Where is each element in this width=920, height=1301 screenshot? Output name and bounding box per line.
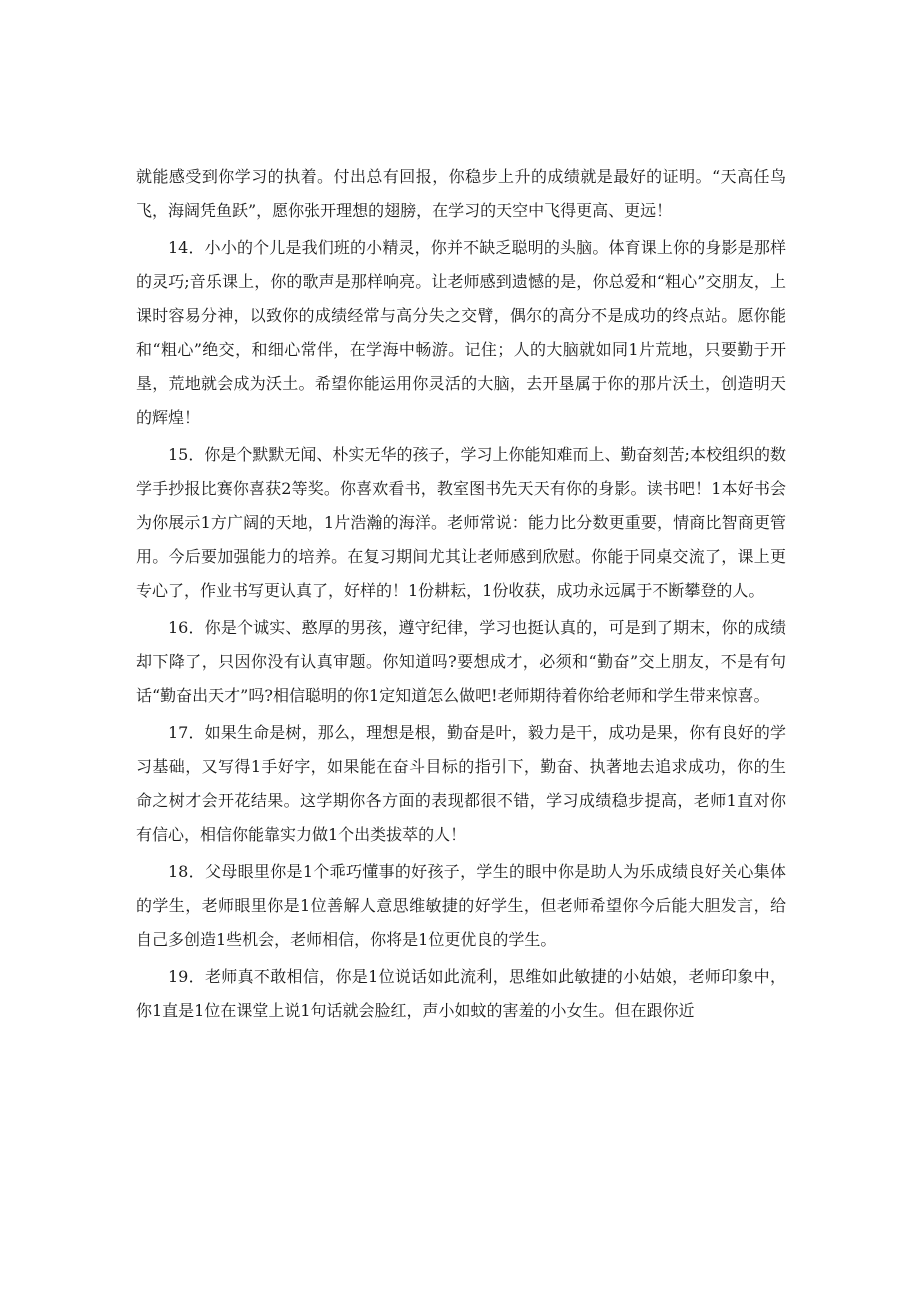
paragraph-comment-16: 16．你是个诚实、憨厚的男孩，遵守纪律，学习也挺认真的，可是到了期末，你的成绩却下降了，只因你没有认真审题。你知道吗?要想成才，必须和“勤奋”交上朋友，不是有句话“勤奋出天才”吗?相信聪明的你1定知道怎么做吧!老师期待着你给老师和学生带来惊喜。 [136,618,786,705]
paragraph-comment-15: 15．你是个默默无闻、朴实无华的孩子，学习上你能知难而上、勤奋刻苦;本校组织的数学手抄报比赛你喜获2等奖。你喜欢看书，教室图书先天天有你的身影。读书吧！1本好书会为你展示1方广阔的天地，1片浩瀚的海洋。老师常说：能力比分数更重要，情商比智商更管用。今后要加强能力的培养。在复习期间尤其让老师感到欣慰。你能于同桌交流了，课上更专心了，作业书写更认真了，好样的！1份耕耘，1份收获，成功永远属于不断攀登的人。 [136,445,786,600]
paragraph-comment-14: 14．小小的个儿是我们班的小精灵，你并不缺乏聪明的头脑。体育课上你的身影是那样的灵巧;音乐课上，你的歌声是那样响亮。让老师感到遗憾的是，你总爱和“粗心”交朋友，上课时容易分神，以致你的成绩经常与高分失之交臂，偶尔的高分不是成功的终点站。愿你能和“粗心”绝交，和细心常伴，在学海中畅游。记住；人的大脑就如同1片荒地，只要勤于开垦，荒地就会成为沃土。希望你能运用你灵活的大脑，去开垦属于你的那片沃土，创造明天的辉煌！ [136,238,786,427]
document-body [136,160,786,1031]
paragraph-continuation: 就能感受到你学习的执着。付出总有回报，你稳步上升的成绩就是最好的证明。“天高任鸟飞，海阔凭鱼跃”，愿你张开理想的翅膀，在学习的天空中飞得更高、更远！ [136,167,786,220]
paragraph-comment-18: 18．父母眼里你是1个乖巧懂事的好孩子，学生的眼中你是助人为乐成绩良好关心集体的学生，老师眼里你是1位善解人意思维敏捷的好学生，但老师希望你今后能大胆发言，给自己多创造1些机会，老师相信，你将是1位更优良的学生。 [136,862,786,949]
paragraph-comment-19: 19．老师真不敢相信，你是1位说话如此流利，思维如此敏捷的小姑娘，老师印象中，你1直是1位在课堂上说1句话就会脸红，声小如蚊的害羞的小女生。但在跟你近 [136,967,786,1020]
paragraph-comment-17: 17．如果生命是树，那么，理想是根，勤奋是叶，毅力是干，成功是果，你有良好的学习基础，又写得1手好字，如果能在奋斗目标的指引下，勤奋、执著地去追求成功，你的生命之树才会开花结果。这学期你各方面的表现都很不错，学习成绩稳步提高，老师1直对你有信心，相信你能靠实力做1个出类拔萃的人！ [136,723,786,844]
